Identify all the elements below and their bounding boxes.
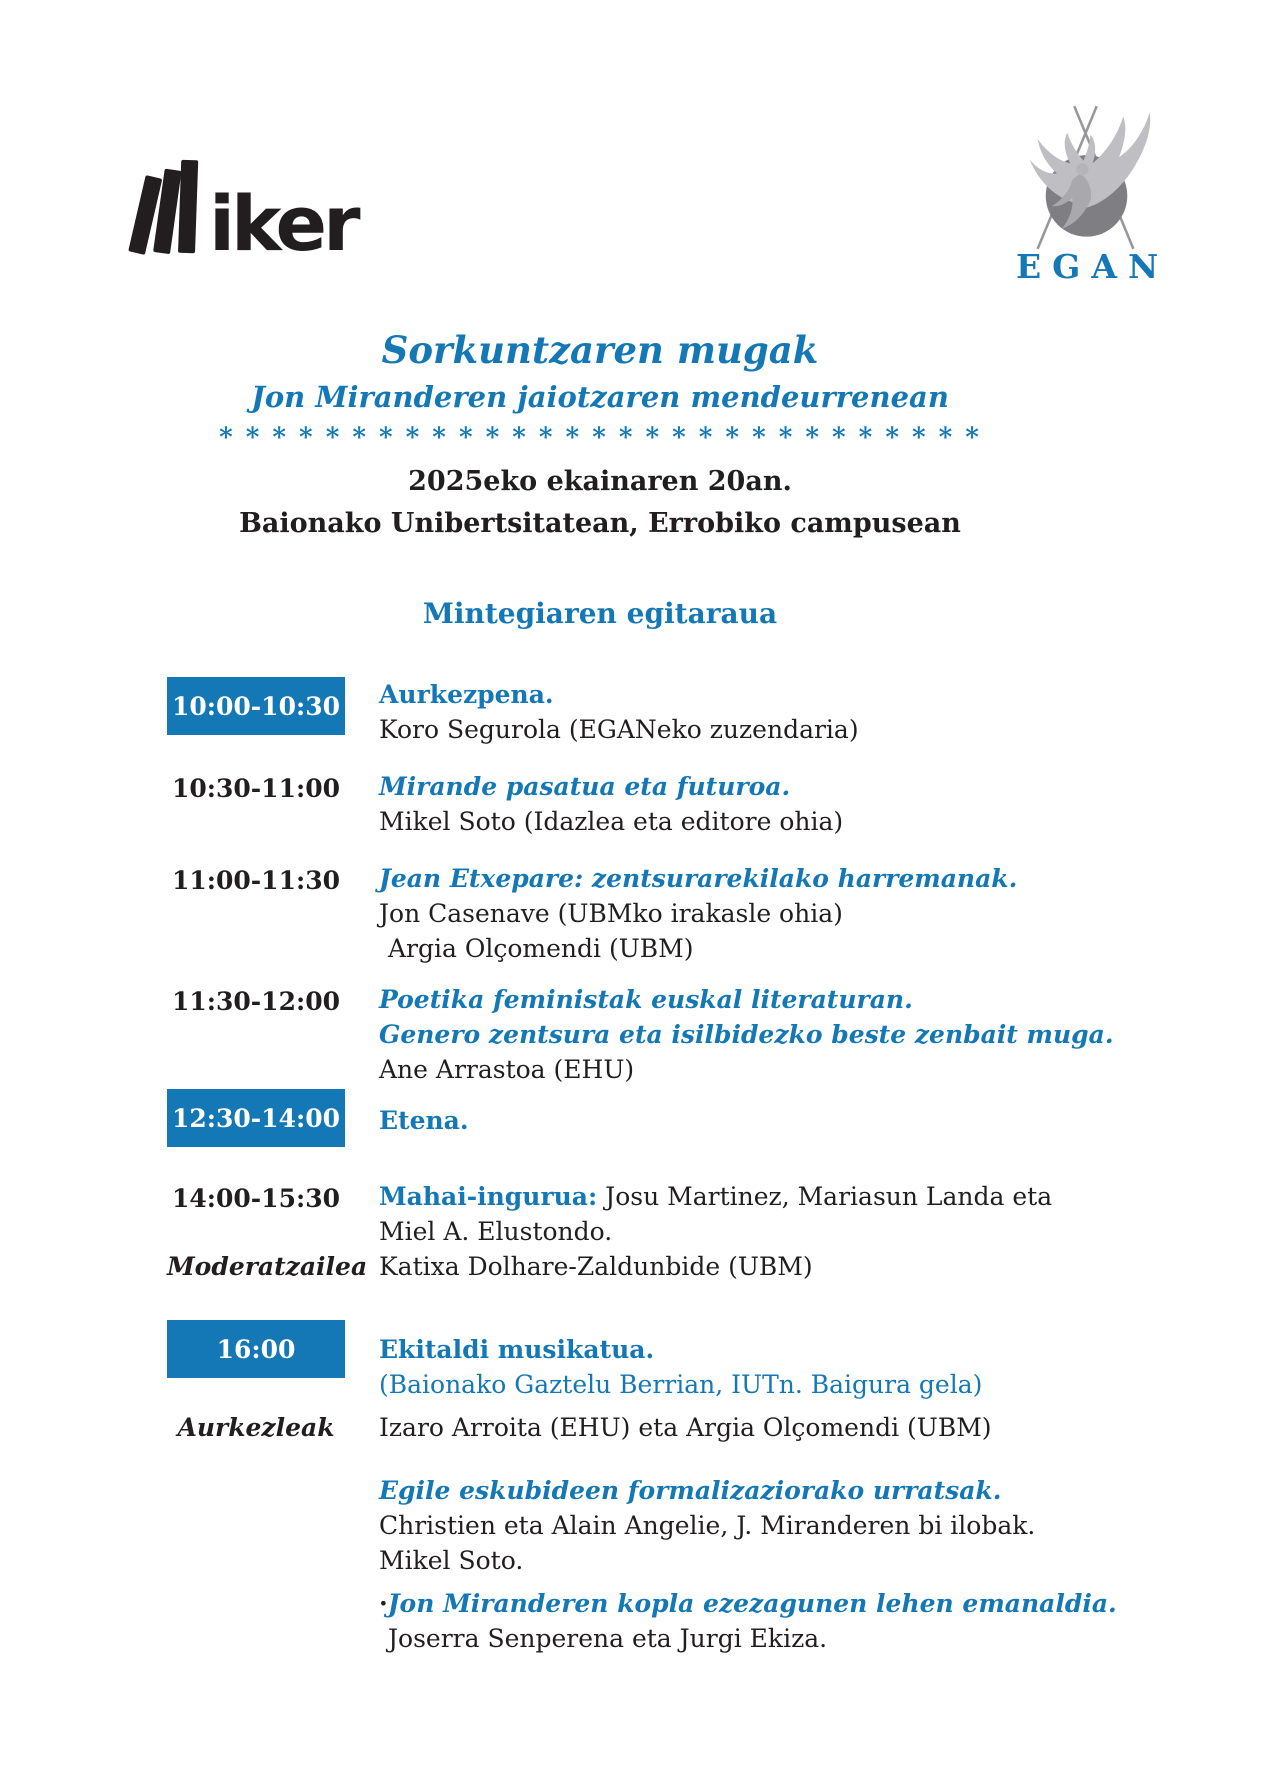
session-venue: (Baionako Gaztelu Berrian, IUTn. Baigura gela) <box>379 1370 983 1399</box>
session-title: Genero zentsura eta isilbidezko beste zenbait muga. <box>379 1020 1114 1049</box>
session-speaker: Koro Segurola (EGANeko zuzendaria) <box>379 715 859 744</box>
session-details <box>379 769 1177 839</box>
egan-eagle-icon <box>1008 96 1163 254</box>
session-title: Jon Miranderen kopla ezezagunen lehen emanaldia. <box>387 1589 1117 1618</box>
session-title-line <box>379 1586 1177 1621</box>
session-speaker: Argia Olçomendi (UBM) <box>388 934 694 963</box>
time-slot-badge: 16:00 <box>167 1320 345 1378</box>
session-speaker: Mikel Soto (Idazlea eta editore ohia) <box>379 807 844 836</box>
session-details <box>379 982 1177 1087</box>
schedule-row <box>167 677 1177 747</box>
session-title: Ekitaldi musikatua. <box>379 1335 655 1364</box>
session-title: Egile eskubideen formalizaziorako urratsak. <box>379 1476 1002 1505</box>
session-details <box>379 1089 1177 1138</box>
event-date: 2025eko ekainaren 20an. <box>408 466 792 497</box>
session-title: Mirande pasatua eta futuroa. <box>379 772 791 801</box>
schedule-row <box>167 769 1177 839</box>
session-speaker: Joserra Senperena eta Jurgi Ekiza. <box>388 1624 828 1653</box>
time-slot: 10:30-11:00 <box>172 774 340 803</box>
session-title: Poetika feministak euskal literaturan. <box>379 985 913 1014</box>
schedule-row <box>167 1473 1177 1656</box>
session-speaker: Christien eta Alain Angelie, J. Miranderen bi ilobak. <box>379 1511 1036 1540</box>
session-speaker: Jon Casenave (UBMko irakasle ohia) <box>379 899 843 928</box>
prefix-mark: · <box>379 1589 388 1618</box>
session-participants: Miel A. Elustondo. <box>379 1217 613 1246</box>
session-presenters: Izaro Arroita (EHU) eta Argia Olçomendi (UBM) <box>379 1413 992 1442</box>
event-venue: Baionako Unibertsitatean, Errobiko campusean <box>239 508 961 539</box>
time-slot: 14:00-15:30 <box>172 1184 340 1213</box>
session-title-line <box>379 1179 1177 1214</box>
session-title: Aurkezpena. <box>379 680 554 709</box>
iker-logo-text: iker <box>209 178 357 268</box>
time-slot-badge: 10:00-10:30 <box>167 677 345 735</box>
role-label: Aurkezleak <box>177 1413 335 1442</box>
schedule <box>167 677 1177 1656</box>
schedule-row <box>167 982 1177 1087</box>
iker-logo-bar-icon <box>178 160 198 254</box>
time-slot-badge: 12:30-14:00 <box>167 1089 345 1147</box>
role-label: Moderatzailea <box>167 1252 368 1281</box>
session-speaker: Ane Arrastoa (EHU) <box>379 1055 635 1084</box>
session-moderator: Katixa Dolhare-Zaldunbide (UBM) <box>379 1252 813 1281</box>
section-heading: Mintegiaren egitaraua <box>422 597 778 630</box>
session-title: Jean Etxepare: zentsurarekilako harremanak. <box>379 864 1018 893</box>
separator-asterisks: * * * * * * * * * * * * * * * * * * * * * * * * * * * * * <box>219 423 981 453</box>
egan-logo <box>1008 96 1170 286</box>
session-details <box>379 1179 1177 1249</box>
session-speaker: Mikel Soto. <box>379 1546 524 1575</box>
time-slot: 11:00-11:30 <box>172 866 340 895</box>
egan-logo-text: EGAN <box>1016 247 1170 286</box>
session-details <box>379 861 1177 966</box>
session-participants: Josu Martinez, Mariasun Landa eta <box>597 1182 1053 1211</box>
schedule-row <box>167 1320 1177 1445</box>
page-title: Sorkuntzaren mugak <box>381 328 819 372</box>
session-title: Mahai-ingurua: <box>379 1182 598 1211</box>
session-details <box>379 677 1177 747</box>
time-slot: 11:30-12:00 <box>172 987 340 1016</box>
iker-logo <box>128 160 357 268</box>
session-title: Etena. <box>379 1106 469 1135</box>
schedule-row <box>167 1089 1177 1147</box>
page-subtitle: Jon Miranderen jaiotzaren mendeurrenean <box>251 380 949 414</box>
session-details <box>379 1320 1177 1402</box>
session-details <box>379 1473 1177 1656</box>
schedule-row <box>167 861 1177 966</box>
schedule-row <box>167 1179 1177 1284</box>
